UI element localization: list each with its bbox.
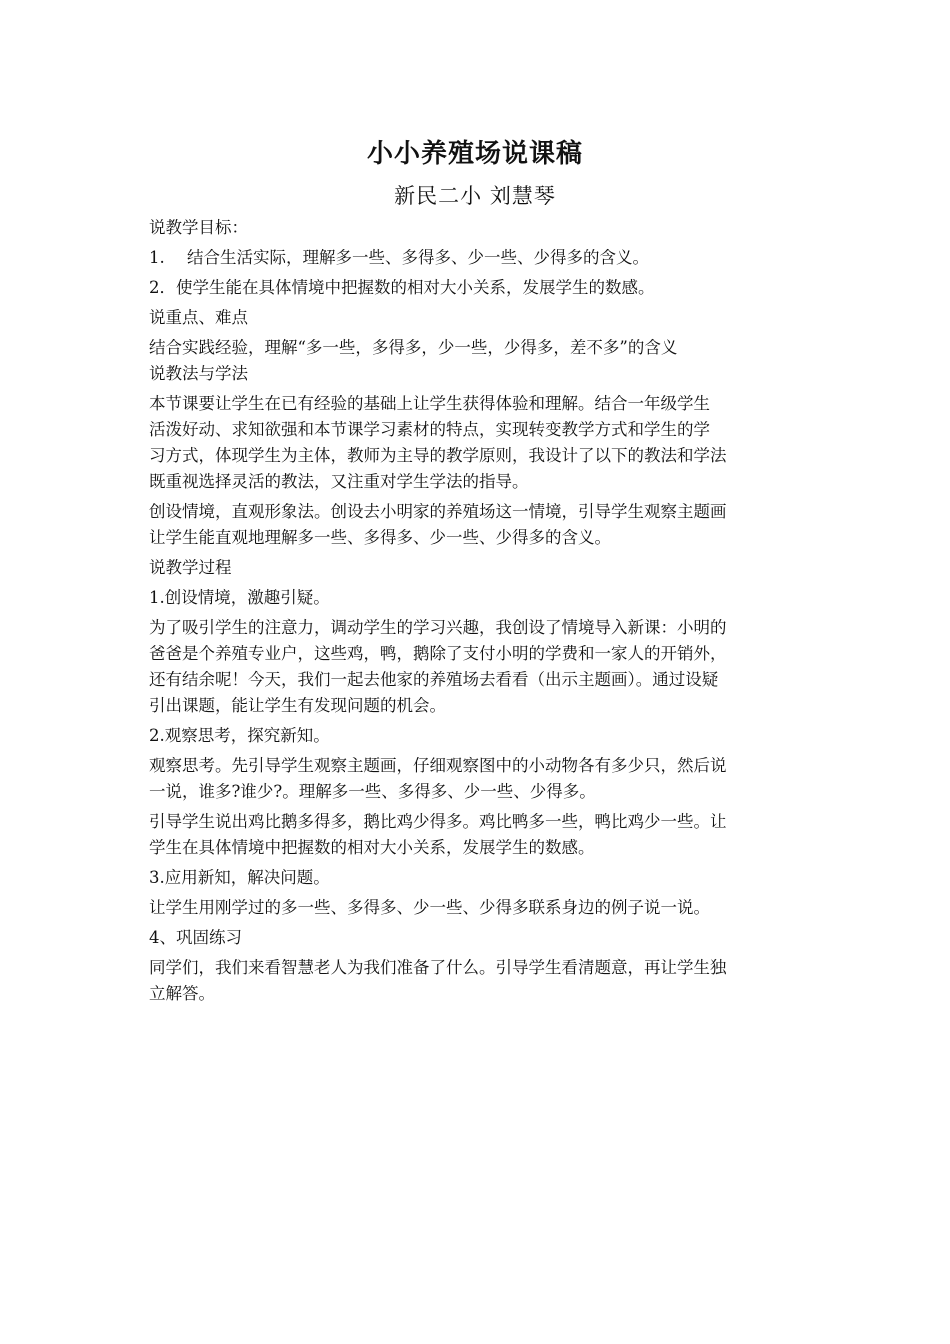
methods-paragraph-1: [149, 391, 809, 495]
paragraph-line: 活泼好动、求知欲强和本节课学习素材的特点，实现转变教学方式和学生的学: [149, 420, 710, 439]
step-3-text: 让学生用刚学过的多一些、多得多、少一些、少得多联系身边的例子说一说。: [149, 898, 710, 917]
paragraph-line: 习方式，体现学生为主体，教师为主导的教学原则，我设计了以下的教法和学法: [149, 446, 727, 465]
paragraph-line: 引出课题，能让学生有发现问题的机会。: [149, 696, 446, 715]
key-points-text: 结合实践经验，理解“多一些，多得多，少一些，少得多，差不多”的含义: [149, 338, 678, 357]
document-subtitle: 新民二小 刘慧琴: [394, 184, 556, 208]
methods-paragraph-2: [149, 499, 809, 551]
paragraph-line: 同学们，我们来看智慧老人为我们准备了什么。引导学生看清题意，再让学生独: [149, 958, 727, 977]
document-title: 小小养殖场说课稿: [366, 139, 583, 169]
paragraph-line: 爸爸是个养殖专业户，这些鸡，鸭，鹅除了支付小明的学费和一家人的开销外，: [149, 644, 727, 663]
goal-item-1-text: 结合生活实际，理解多一些、多得多、少一些、少得多的含义。: [187, 248, 649, 267]
step-2-paragraph-1: [149, 753, 809, 805]
paragraph-line: 引导学生说出鸡比鹅多得多，鹅比鸡少得多。鸡比鸭多一些，鸭比鸡少一些。让: [149, 812, 727, 831]
section-heading-goals: 说教学目标：: [149, 218, 248, 237]
step-4-paragraph: [149, 955, 809, 1007]
document-body: [149, 215, 809, 1007]
paragraph-line: 立解答。: [149, 984, 215, 1003]
paragraph-line: 还有结余呢！今天，我们一起去他家的养殖场去看看（出示主题画）。通过设疑: [149, 670, 719, 689]
step-2-heading: 2.观察思考，探究新知。: [149, 726, 330, 745]
paragraph-line: 既重视选择灵活的教法，又注重对学生学法的指导。: [149, 472, 529, 491]
paragraph-line: 让学生能直观地理解多一些、多得多、少一些、少得多的含义。: [149, 528, 611, 547]
section-heading-key-points: 说重点、难点: [149, 308, 248, 327]
step-1-heading: 1.创设情境，激趣引疑。: [149, 588, 330, 607]
goal-item-2: 2．使学生能在具体情境中把握数的相对大小关系，发展学生的数感。: [149, 278, 655, 297]
paragraph-line: 创设情境，直观形象法。创设去小明家的养殖场这一情境，引导学生观察主题画: [149, 502, 727, 521]
step-2-paragraph-2: [149, 809, 809, 861]
paragraph-line: 观察思考。先引导学生观察主题画，仔细观察图中的小动物各有多少只，然后说: [149, 756, 727, 775]
paragraph-line: 学生在具体情境中把握数的相对大小关系，发展学生的数感。: [149, 838, 595, 857]
goal-item-1-number: 1.: [149, 248, 165, 267]
section-heading-process: 说教学过程: [149, 558, 232, 577]
paragraph-line: 为了吸引学生的注意力，调动学生的学习兴趣，我创设了情境导入新课：小明的: [149, 618, 727, 637]
paragraph-line: 一说，谁多?谁少?。理解多一些、多得多、少一些、少得多。: [149, 782, 596, 801]
paragraph-line: 本节课要让学生在已有经验的基础上让学生获得体验和理解。结合一年级学生: [149, 394, 710, 413]
step-4-heading: 4、巩固练习: [149, 928, 242, 947]
step-3-heading: 3.应用新知，解决问题。: [149, 868, 330, 887]
section-heading-methods: 说教法与学法: [149, 364, 248, 383]
step-1-paragraph: [149, 615, 809, 719]
goal-item-1: [149, 245, 809, 271]
